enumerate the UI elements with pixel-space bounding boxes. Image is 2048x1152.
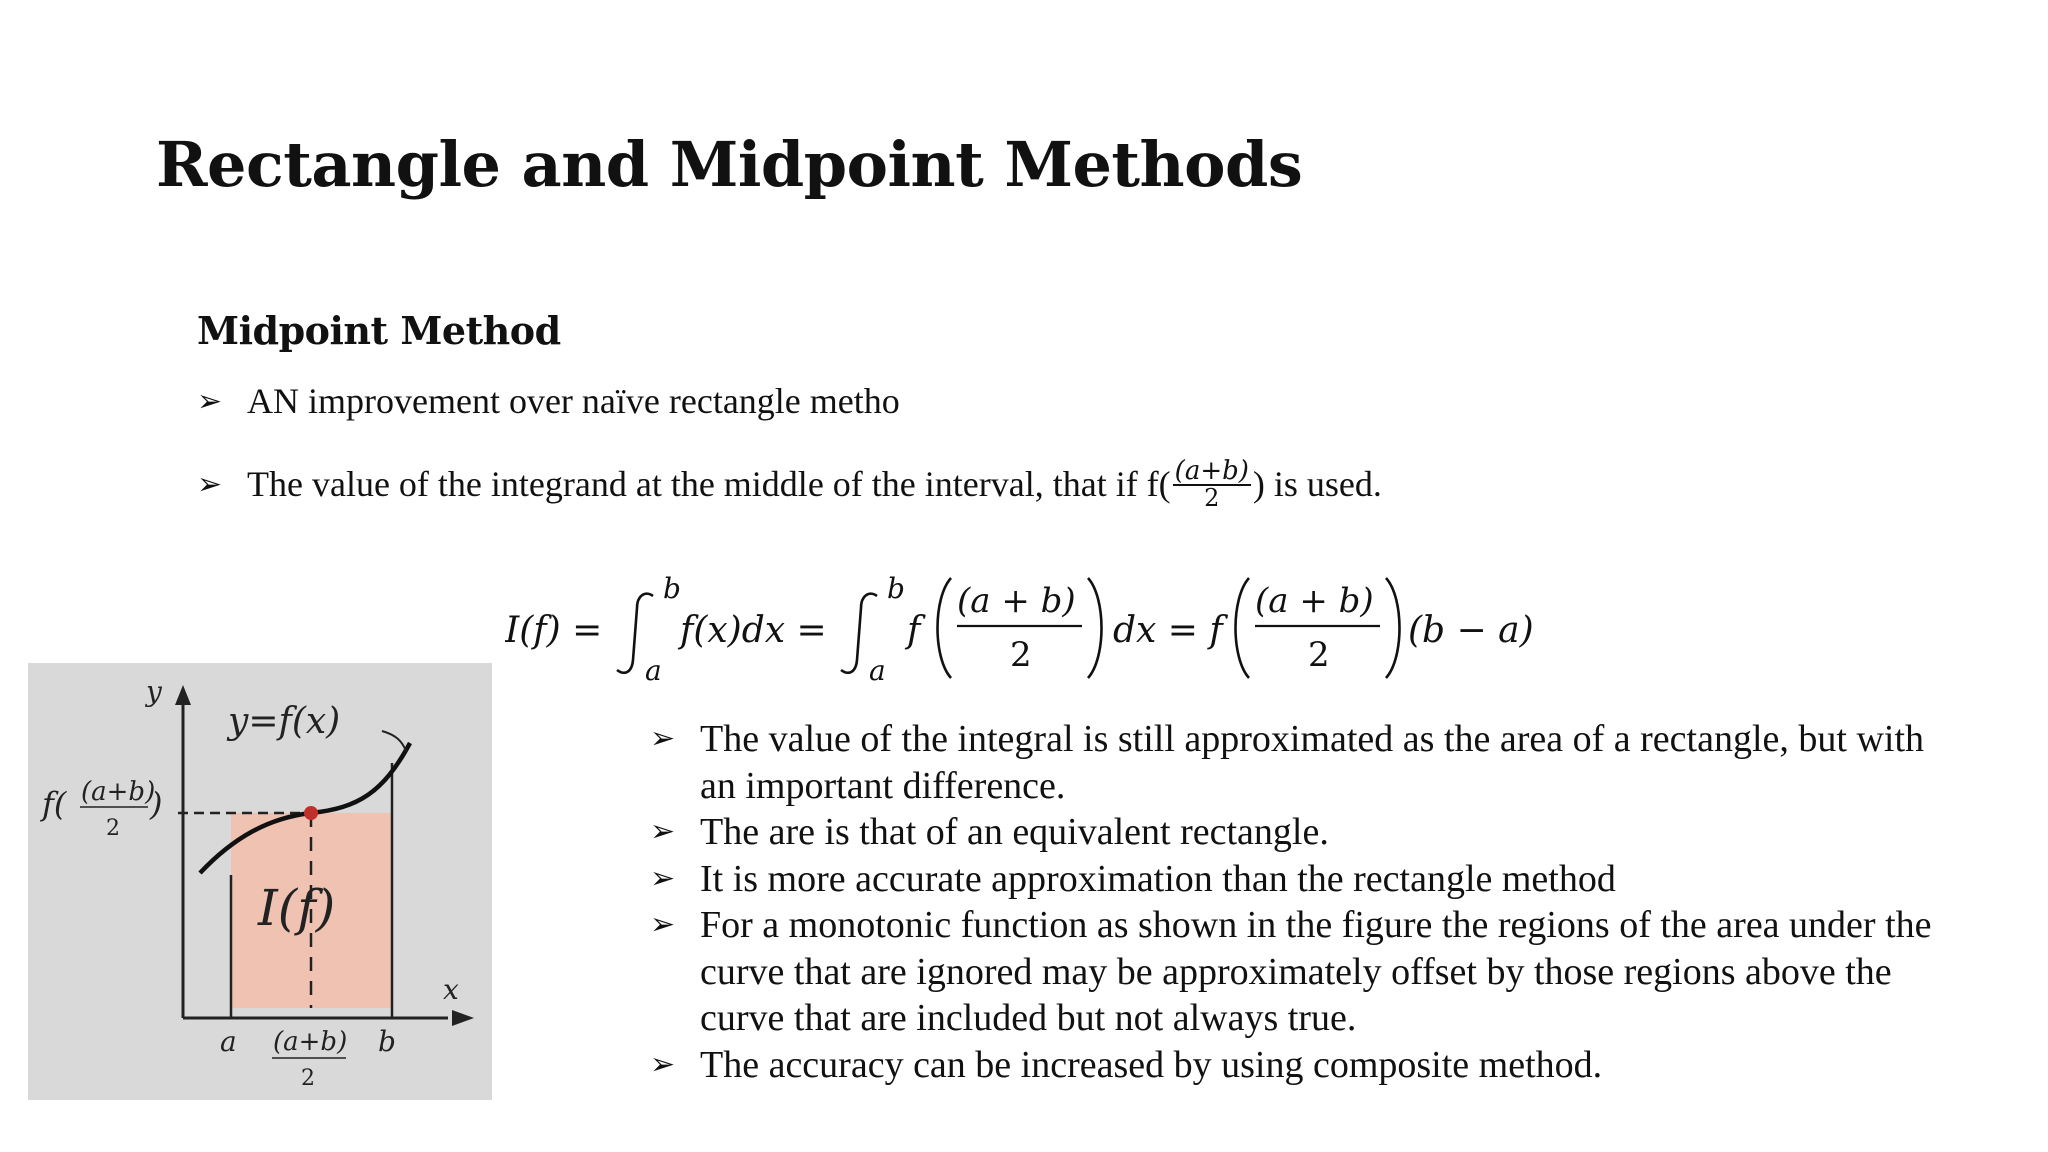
intro-bullet-2-suffix: ) is used. [1252,464,1382,504]
fraction-numerator: (a + b) [957,581,1076,621]
formula-lhs: I(f) = [505,610,603,651]
section-heading: Midpoint Method [197,308,561,353]
fraction-denominator: 2 [1308,635,1330,675]
formula-term-2: dx = f [1113,610,1223,651]
tick-label-mid-denominator: 2 [301,1066,315,1091]
list-item [650,902,1950,1042]
y-axis-arrow-icon [175,685,191,705]
intro-bullet-1-text: AN improvement over naïve rectangle metho [247,381,900,421]
area-label: I(f) [258,879,336,937]
y-axis-label: y [146,675,162,708]
formula-f: f [907,610,921,651]
left-paren-icon [1236,578,1250,678]
inline-midpoint-fraction [1173,458,1251,510]
explanation-list [650,716,1950,1088]
right-paren-icon [1088,578,1102,678]
fraction-denominator: 2 [1010,635,1032,675]
formula-tail: (b − a) [1408,610,1534,651]
integral-upper-limit: b [887,572,905,605]
f-midpoint-label: f( [42,785,67,823]
bullet-arrow-icon: ➢ [650,861,676,895]
intro-bullet-2-text: The value of the integrand at the middle of the interval, that if f( [247,464,1171,504]
midpoint-formula [505,568,1545,688]
f-midpoint-denominator: 2 [106,816,120,841]
list-item-text: The accuracy can be increased by using composite method. [700,1043,1603,1086]
fraction-numerator: (a + b) [1255,581,1374,621]
bullet-arrow-icon: ➢ [197,467,223,501]
bullet-arrow-icon: ➢ [650,722,676,755]
right-paren-icon [1386,578,1400,678]
list-item-text: It is more accurate approximation than the rectangle method [700,857,1616,900]
list-item [650,1042,1950,1089]
list-item-text: For a monotonic function as shown in the figure the regions of the area under the curve that are ignored may be approximately offset by those regions above the curve that are included but not always true. [700,904,1932,1039]
tick-label-mid-numerator: (a+b) [273,1027,348,1057]
bullet-arrow-icon: ➢ [650,908,676,941]
curve-label-pointer [382,731,406,751]
tick-label-a: a [220,1025,237,1058]
intro-bullet-1 [197,380,900,422]
fraction-denominator: 2 [1204,484,1220,512]
f-midpoint-numerator: (a+b) [81,777,156,807]
list-item [650,856,1950,903]
midpoint-figure [28,663,492,1100]
slide-title: Rectangle and Midpoint Methods [156,128,1303,201]
tick-label-b: b [378,1025,396,1058]
intro-bullet-2 [197,458,1382,510]
x-axis-label: x [443,973,459,1006]
curve-label: y=f(x) [228,701,341,742]
midpoint-marker [304,806,318,820]
integral-lower-limit: a [645,654,662,687]
formula-term-1: f(x)dx = [680,610,827,651]
list-item-text: The are is that of an equivalent rectangle. [700,811,1329,853]
f-midpoint-close: ) [150,785,163,823]
list-item [650,809,1950,856]
list-item-text: The value of the integral is still approximated as the area of a rectangle, but with an important difference. [700,718,1924,807]
integral-upper-limit: b [663,572,681,605]
bullet-arrow-icon: ➢ [650,1047,676,1081]
list-item [650,716,1950,809]
bullet-arrow-icon: ➢ [197,384,223,418]
x-axis-arrow-icon [452,1010,474,1026]
left-paren-icon [938,578,952,678]
fraction-numerator: (a+b) [1174,456,1249,486]
bullet-arrow-icon: ➢ [650,815,676,848]
integral-lower-limit: a [869,654,886,687]
